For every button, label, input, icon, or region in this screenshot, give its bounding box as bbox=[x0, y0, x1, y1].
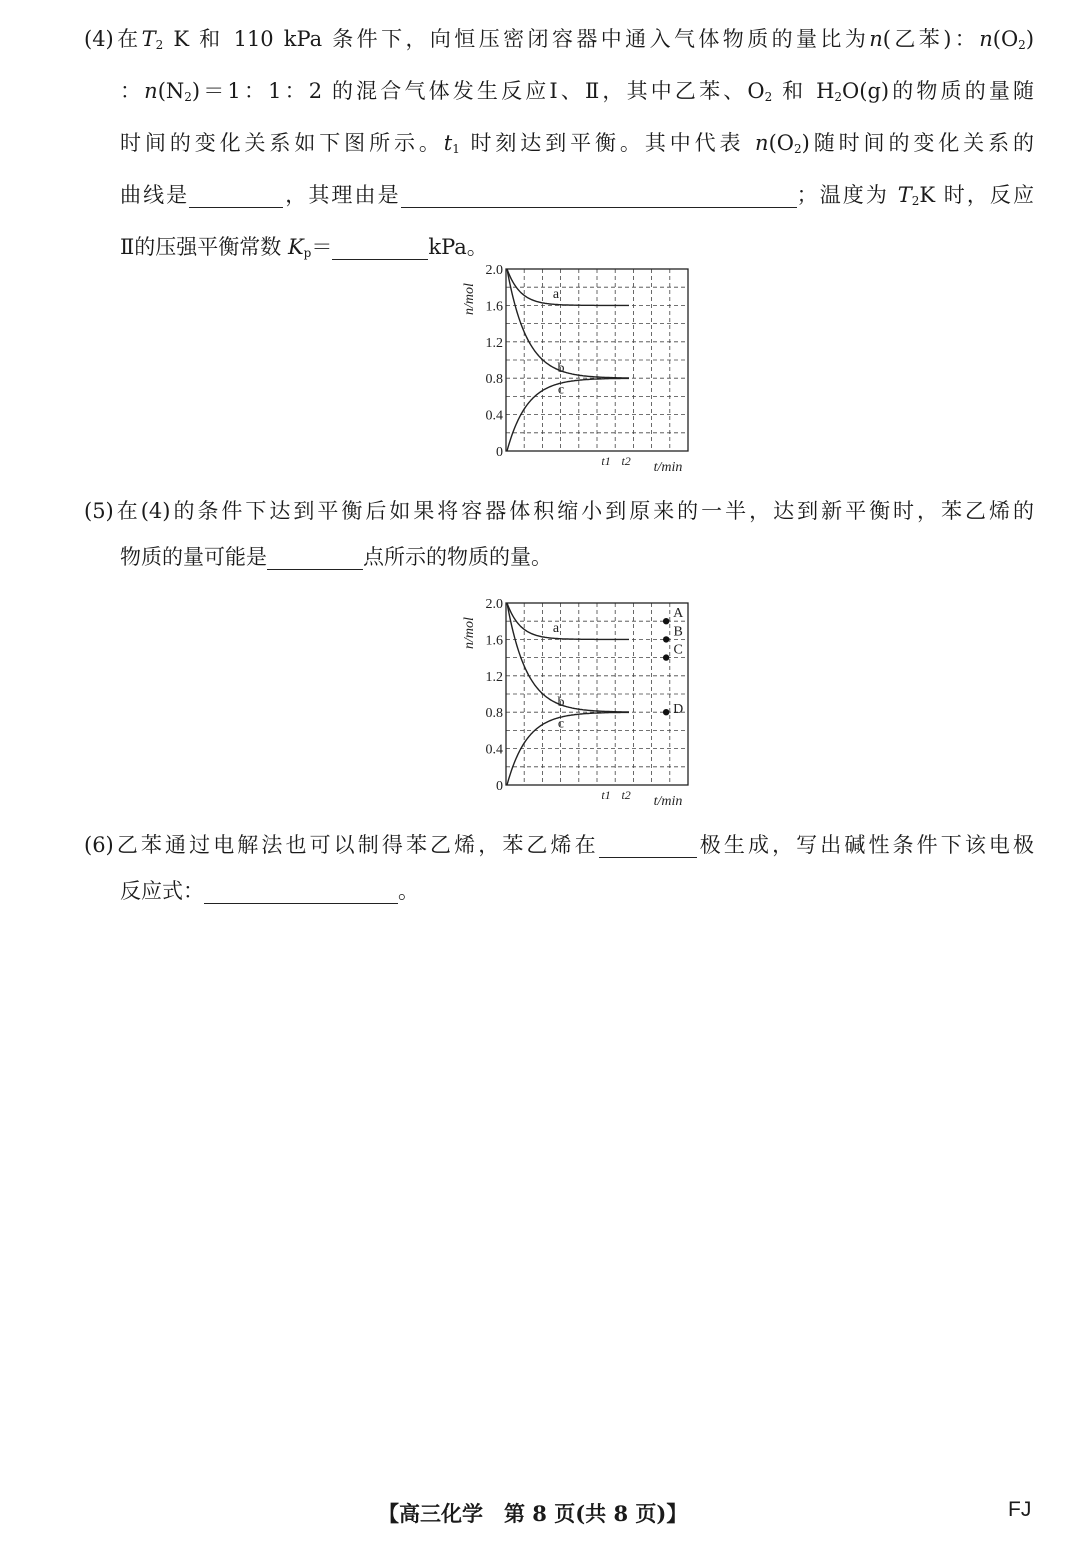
y-tick-label: 1.6 bbox=[485, 633, 503, 649]
y-tick-label: 0 bbox=[496, 779, 503, 794]
question-4 bbox=[84, 16, 1034, 276]
answer-blank-equation[interactable] bbox=[204, 877, 398, 904]
answer-blank-kp[interactable] bbox=[332, 233, 428, 260]
q4-line-5: Ⅱ的压强平衡常数 $K_p=$ kPa。 bbox=[120, 235, 488, 260]
x-axis-label: t/min bbox=[653, 460, 683, 475]
series-a-line bbox=[507, 603, 629, 639]
y-tick-label: 0.8 bbox=[485, 372, 503, 388]
y-tick-label: 1.6 bbox=[485, 299, 503, 315]
q6-line-2: 反应式： 。 bbox=[120, 879, 419, 903]
chart-1 bbox=[456, 256, 706, 478]
series-b-label: b bbox=[557, 360, 565, 376]
point-A bbox=[663, 618, 669, 624]
y-tick-label: 2.0 bbox=[485, 597, 503, 612]
series-c-label: c bbox=[557, 716, 565, 732]
x-tick-label: t2 bbox=[621, 788, 631, 802]
footer-code: FJ bbox=[1008, 1498, 1032, 1521]
point-label-B: B bbox=[673, 624, 683, 640]
q6-line-1: (6)乙苯通过电解法也可以制得苯乙烯，苯乙烯在 极生成，写出碱性条件下该电极 bbox=[84, 833, 1035, 857]
point-B bbox=[663, 636, 669, 642]
q4-line-3: 时间的变化关系如下图所示。$t_1$ 时刻达到平衡。其中代表 $n(O_2)$随时间的变化关系的 bbox=[120, 131, 1034, 156]
series-a-label: a bbox=[552, 621, 560, 637]
answer-blank-reason[interactable] bbox=[401, 181, 797, 208]
answer-blank-curve[interactable] bbox=[189, 181, 283, 208]
series-b-line bbox=[507, 269, 629, 378]
y-axis-label: n/mol bbox=[462, 617, 477, 649]
x-tick-label: t1 bbox=[601, 454, 611, 468]
q4-line-4: 曲线是 ，其理由是 ；温度为 $T_2K$ 时，反应 bbox=[120, 183, 1034, 208]
point-D bbox=[663, 709, 669, 715]
series-b-line bbox=[507, 603, 629, 712]
y-tick-label: 0 bbox=[496, 445, 503, 460]
chart-2-svg bbox=[456, 590, 706, 812]
chart-2 bbox=[456, 590, 706, 812]
footer-page-info: 【高三化学 第 8 页(共 8 页)】 bbox=[378, 1501, 688, 1526]
y-tick-label: 2.0 bbox=[485, 263, 503, 278]
answer-blank-electrode[interactable] bbox=[599, 831, 697, 858]
y-tick-label: 0.8 bbox=[485, 706, 503, 722]
q4-line-1: (4)在$T_2$ K 和 110 kPa 条件下，向恒压密闭容器中通入气体物质的量比为n(乙苯)：$n(O_2)$ bbox=[84, 27, 1035, 52]
point-label-D: D bbox=[673, 702, 684, 718]
point-C bbox=[663, 654, 669, 660]
chart-1-svg bbox=[456, 256, 706, 478]
q5-line-1: (5)在(4)的条件下达到平衡后如果将容器体积缩小到原来的一半，达到新平衡时，苯乙烯的 bbox=[84, 499, 1034, 523]
y-tick-label: 0.4 bbox=[485, 408, 503, 424]
y-tick-label: 1.2 bbox=[485, 335, 503, 351]
point-label-A: A bbox=[673, 606, 684, 622]
y-tick-label: 1.2 bbox=[485, 669, 503, 685]
series-b-label: b bbox=[557, 694, 565, 710]
y-axis-label: n/mol bbox=[462, 283, 477, 315]
q5-line-2: 物质的量可能是 点所示的物质的量。 bbox=[120, 545, 552, 569]
series-a-label: a bbox=[552, 287, 560, 303]
question-6 bbox=[84, 822, 1034, 914]
series-a-line bbox=[507, 269, 629, 305]
q4-line-2: ：$n(N_2)=1$：1：2 的混合气体发生反应Ⅰ、Ⅱ，其中乙苯、$O_2$ 和 $H_2O(g)$的物质的量随 bbox=[120, 79, 1035, 104]
question-5 bbox=[84, 488, 1034, 580]
series-c-line bbox=[507, 712, 629, 785]
x-axis-label: t/min bbox=[653, 794, 683, 809]
x-tick-label: t1 bbox=[601, 788, 611, 802]
series-c-line bbox=[507, 378, 629, 451]
y-tick-label: 0.4 bbox=[485, 742, 503, 758]
point-label-C: C bbox=[673, 642, 683, 658]
x-tick-label: t2 bbox=[621, 454, 631, 468]
answer-blank-point[interactable] bbox=[267, 543, 363, 570]
series-c-label: c bbox=[557, 382, 565, 398]
